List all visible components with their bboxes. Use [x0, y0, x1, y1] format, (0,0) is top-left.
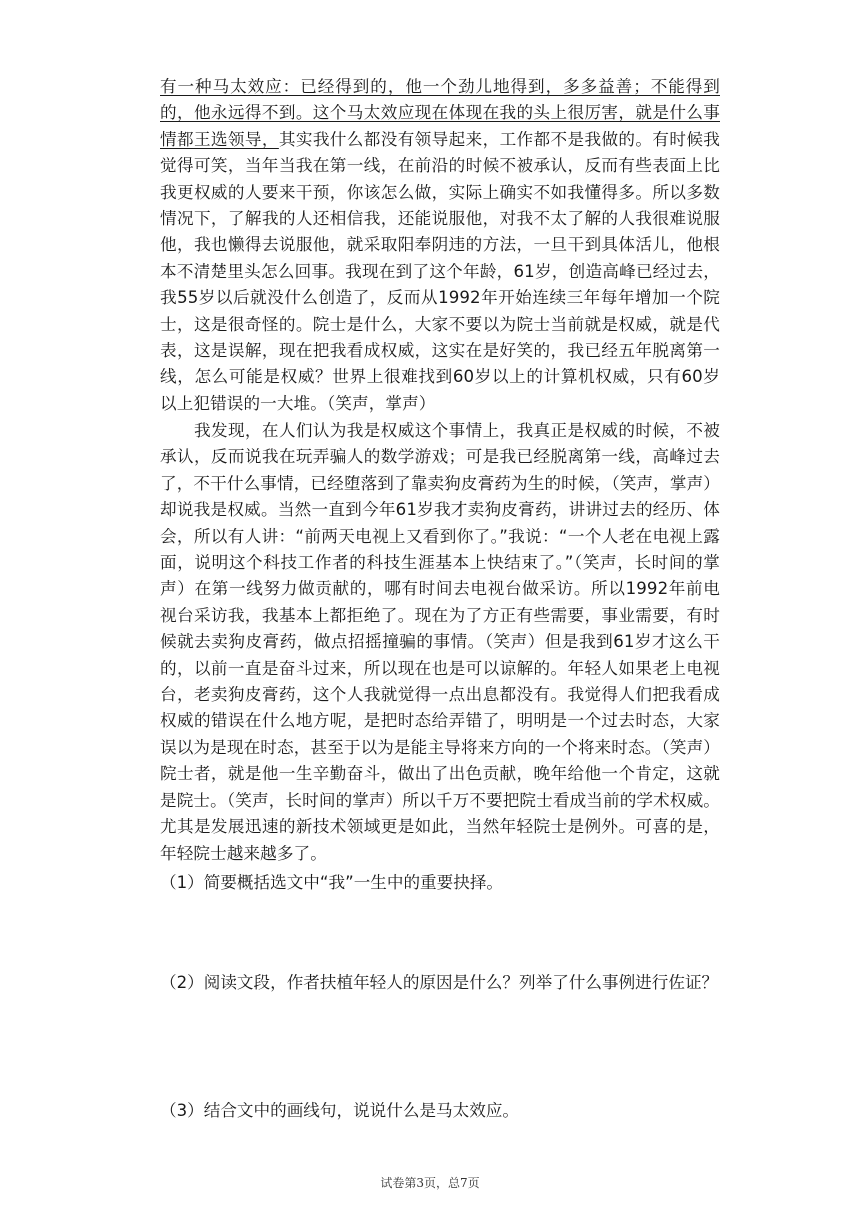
- passage-paragraph-2: 我发现，在人们认为我是权威这个事情上，我真正是权威的时候，不被承认，反而说我在玩弄骗人的数学游戏；可是我已经脱离第一线，高峰过去了，不干什么事情，已经堕落到了靠卖狗皮膏药为生的时候，（笑声，掌声）却说我是权威。当然一直到今年61岁我才卖狗皮膏药，讲讲过去的经历、体会，所以有人讲：“前两天电视上又看到你了。”我说：“一个人老在电视上露面，说明这个科技工作者的科技生涯基本上快结束了。”（笑声，长时间的掌声）在第一线努力做贡献的，哪有时间去电视台做采访。所以1992年前电视台采访我，我基本上都拒绝了。现在为了方正有些需要，事业需要，有时候就去卖狗皮膏药，做点招摇撞骗的事情。（笑声）但是我到61岁才这么干的，以前一直是奋斗过来，所以现在也是可以谅解的。年轻人如果老上电视台，老卖狗皮膏药，这个人我就觉得一点出息都没有。我觉得人们把我看成权威的错误在什么地方呢，是把时态给弄错了，明明是一个过去时态，大家误以为是现在时态，甚至于以为是能主导将来方向的一个将来时态。（笑声）院士者，就是他一生辛勤奋斗，做出了出色贡献，晚年给他一个肯定，这就是院士。（笑声，长时间的掌声）所以千万不要把院士看成当前的学术权威。尤其是发展迅速的新技术领域更是如此，当然年轻院士是例外。可喜的是，年轻院士越来越多了。: [160, 421, 720, 863]
- question-3: （3）结合文中的画线句，说说什么是马太效应。: [160, 1101, 520, 1120]
- passage-paragraph-1: [160, 74, 720, 417]
- question-1: （1）简要概括选文中“我”一生中的重要抉择。: [160, 873, 504, 892]
- question-2: （2）阅读文段，作者扶植年轻人的原因是什么？列举了什么事例进行佐证？: [160, 973, 719, 992]
- page-footer: 试卷第3页，总7页: [380, 1176, 480, 1190]
- paragraph-1-text: 其实我什么都没有领导起来，工作都不是我做的。有时候我觉得可笑，当年当我在第一线，在前沿的时候不被承认，反而有些表面上比我更权威的人要来干预，你该怎么做，实际上确实不如我懂得多。所以多数情况下，了解我的人还相信我，还能说服他，对我不太了解的人我很难说服他，我也懒得去说服他，就采取阳奉阴违的方法，一旦干到具体活儿，他根本不清楚里头怎么回事。我现在到了这个年龄，61岁，创造高峰已经过去，我55岁以后就没什么创造了，反而从1992年开始连续三年每年增加一个院士，这是很奇怪的。院士是什么，大家不要以为院士当前就是权威，就是代表，这是误解，现在把我看成权威，这实在是好笑的，我已经五年脱离第一线，怎么可能是权威？世界上很难找到60岁以上的计算机权威，只有60岁以上犯错误的一大堆。（笑声，掌声）: [160, 129, 720, 413]
- underlined-sentence: 有一种马太效应：已经得到的，他一个劲儿地得到，多多益善；不能得到的，他永远得不到。这个马太效应现在体现在我的头上很厉害，就是什么事情都王选领导，: [160, 77, 720, 149]
